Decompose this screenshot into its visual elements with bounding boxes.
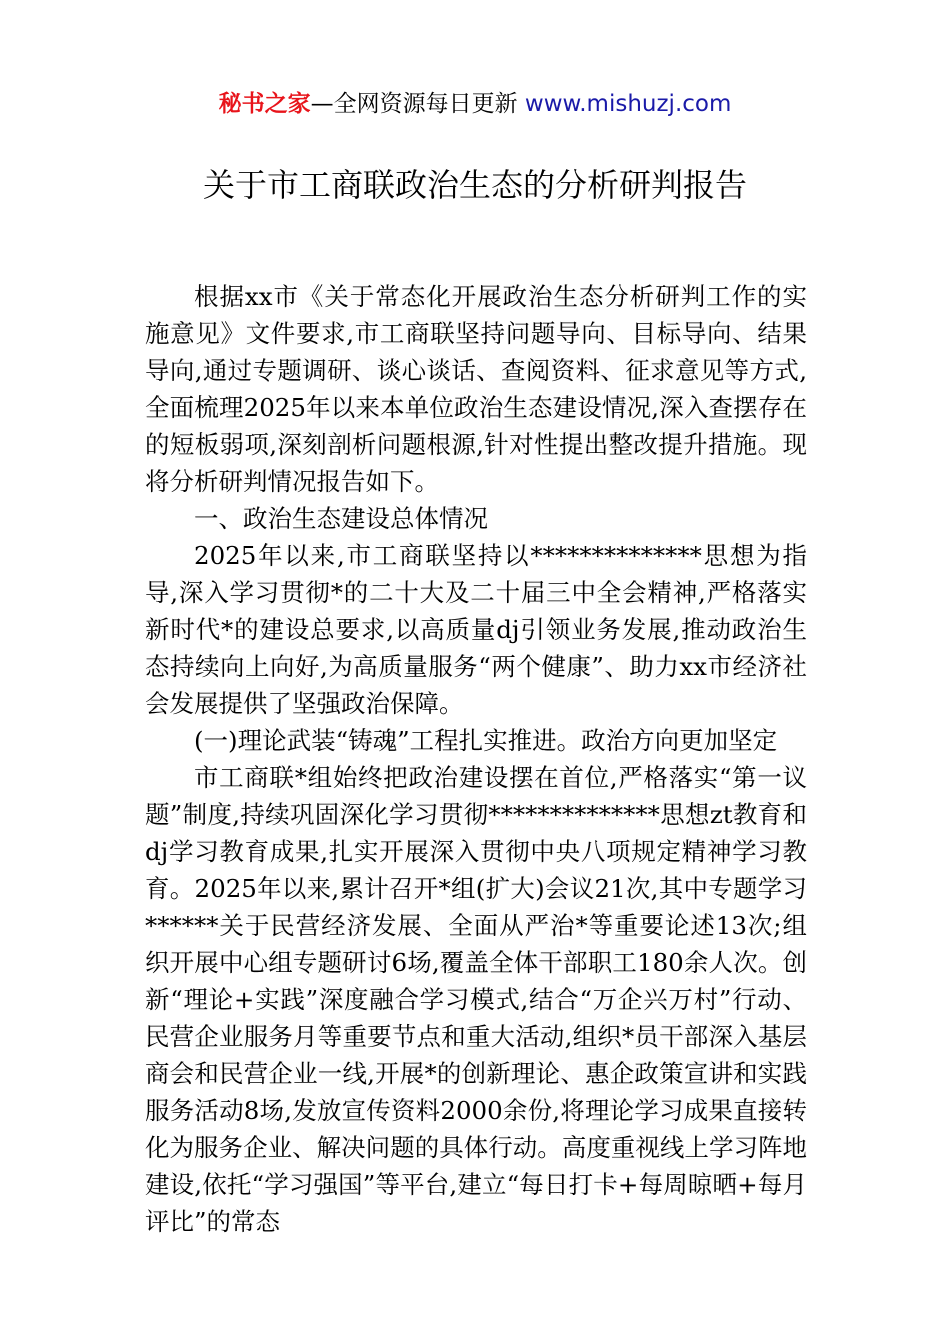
section-heading-1: 一、政治生态建设总体情况	[194, 504, 488, 533]
site-url-link[interactable]: www.mishuzj.com	[524, 91, 732, 117]
document-title: 关于市工商联政治生态的分析研判报告	[202, 166, 747, 204]
header-tagline: —全网资源每日更新	[310, 91, 525, 117]
brand-name: 秘书之家	[218, 91, 311, 117]
subsection-heading-1: (一)理论武装“铸魂”工程扎实推进。政治方向更加坚定	[194, 726, 778, 755]
site-header	[0, 88, 950, 120]
intro-paragraph: 根据xx市《关于常态化开展政治生态分析研判工作的实施意见》文件要求,市工商联坚持问题导向、目标导向、结果导向,通过专题调研、谈心谈话、查阅资料、征求意见等方式,全面梳理2025年以来本单位政治生态建设情况,深入查摆存在的短板弱项,深刻剖析问题根源,针对性提出整改提升措施。现将分析研判情况报告如下。	[145, 282, 807, 496]
overview-paragraph: 2025年以来,市工商联坚持以**************思想为指导,深入学习贯彻*的二十大及二十届三中全会精神,严格落实新时代*的建设总要求,以高质量dj引领业务发展,推动政治生态持续向上向好,为高质量服务“两个健康”、助力xx市经济社会发展提供了坚强政治保障。	[145, 541, 807, 718]
document-body	[145, 278, 807, 1240]
theory-paragraph: 市工商联*组始终把政治建设摆在首位,严格落实“第一议题”制度,持续巩固深化学习贯彻**************思想zt教育和dj学习教育成果,扎实开展深入贯彻中央八项规定精神学习教育。2025年以来,累计召开*组(扩大)会议21次,其中专题学习******关于民营经济发展、全面从严治*等重要论述13次;组织开展中心组专题研讨6场,覆盖全体干部职工180余人次。创新“理论+实践”深度融合学习模式,结合“万企兴万村”行动、民营企业服务月等重要节点和重大活动,组织*员干部深入基层商会和民营企业一线,开展*的创新理论、惠企政策宣讲和实践服务活动8场,发放宣传资料2000余份,将理论学习成果直接转化为服务企业、解决问题的具体行动。高度重视线上学习阵地建设,依托“学习强国”等平台,建立“每日打卡+每周晾晒+每月评比”的常态	[145, 763, 807, 1236]
